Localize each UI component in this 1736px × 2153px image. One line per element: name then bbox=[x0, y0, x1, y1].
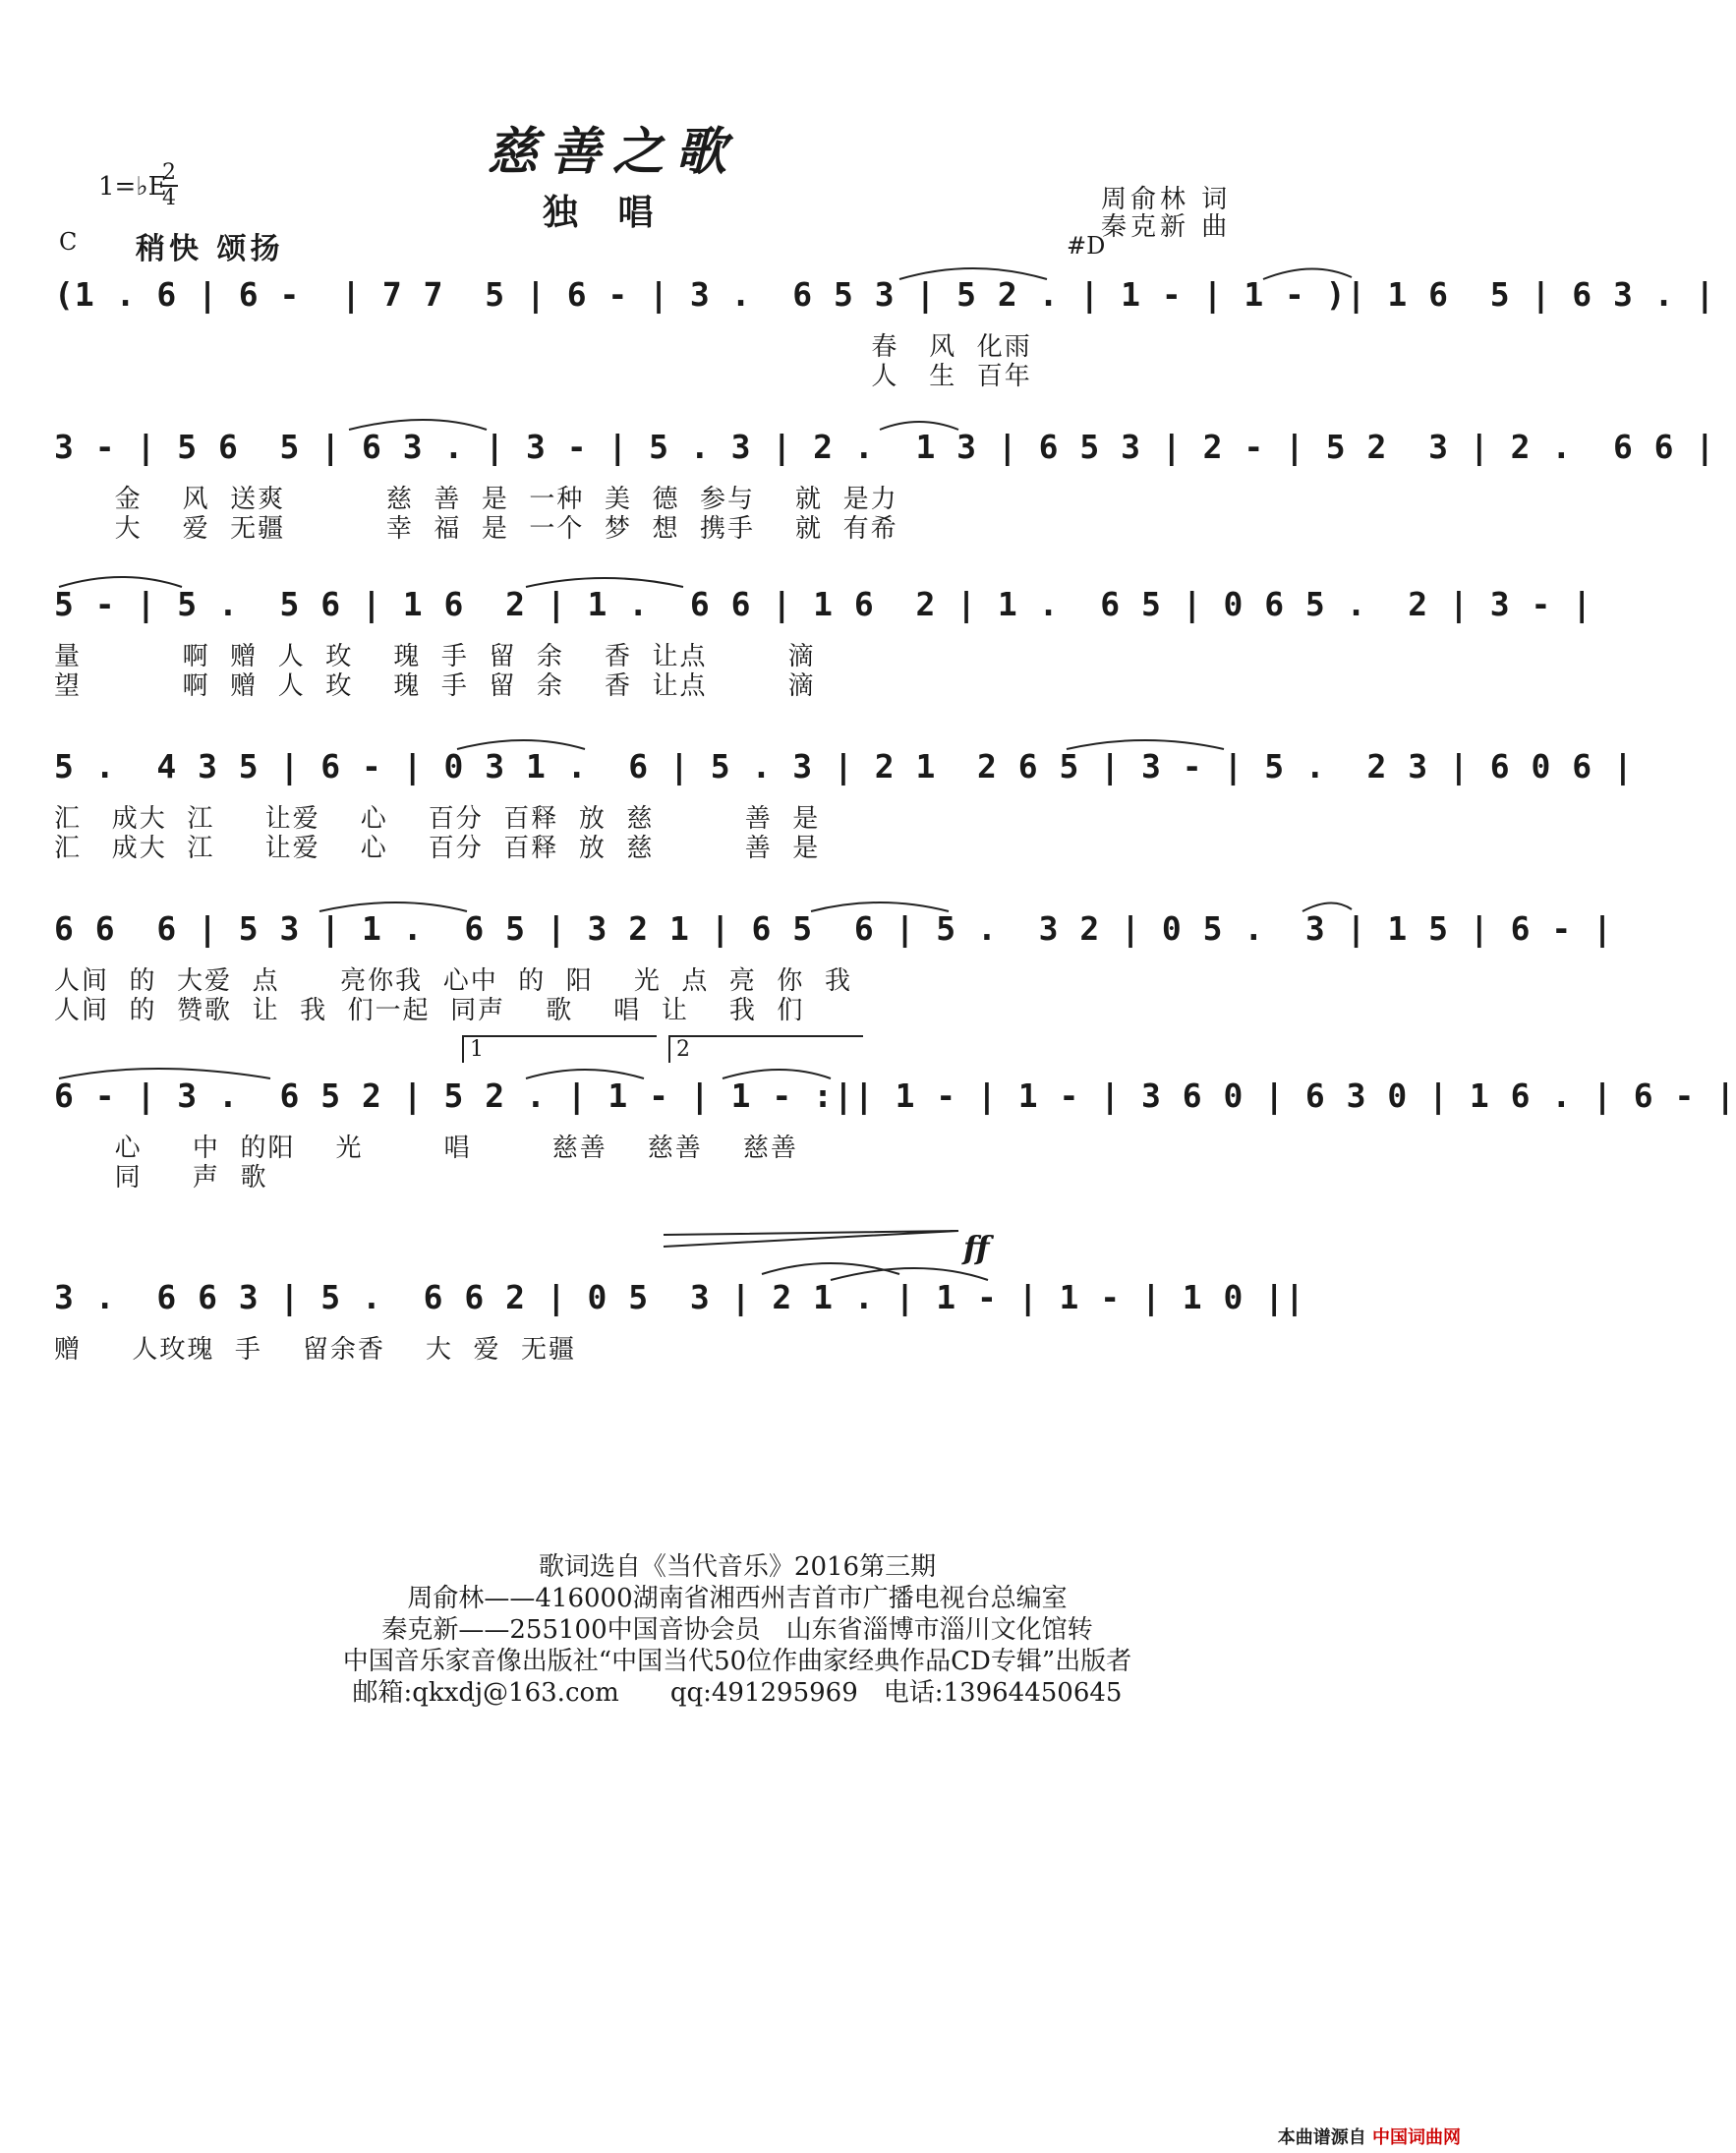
footer-line-contact: 邮箱:qkxdj@163.com qq:491295969 电话:13964450645 bbox=[352, 1678, 1123, 1708]
notes-line: 3 - | 5 6 5 | 6 3 . | 3 - | 5 . 3 | 2 . 1 3 | 6 5 3 | 2 - | 5 2 3 | 2 . 6 6 | bbox=[54, 428, 1716, 466]
notes-line: 6 6 6 | 5 3 | 1 . 6 5 | 3 2 1 | 6 5 6 | 5 . 3 2 | 0 5 . 3 | 1 5 | 6 - | bbox=[54, 909, 1613, 948]
lyrics-verse-1: 赠 人玫瑰 手 留余香 大 爱 无疆 bbox=[54, 1335, 577, 1365]
footer-line-lyricist: 周俞林——416000湖南省湘西州吉首市广播电视台总编室 bbox=[407, 1584, 1068, 1613]
lyrics-verse-1: 量 啊 赠 人 玫 瑰 手 留 余 香 让点 滴 bbox=[54, 642, 816, 671]
composer-credit: 秦克新 曲 bbox=[1101, 212, 1232, 242]
footer-line-composer: 秦克新——255100中国音协会员 山东省淄博市淄川文化馆转 bbox=[381, 1615, 1093, 1645]
lyrics-verse-2: 同 声 歌 bbox=[54, 1163, 268, 1193]
tempo-marking: 稍快 颂扬 bbox=[136, 232, 284, 266]
lyrics-verse-2: 人 生 百年 bbox=[54, 362, 1032, 391]
source-site-link[interactable]: 中国词曲网 bbox=[1372, 2127, 1461, 2148]
lyrics-verse-2: 大 爱 无疆 幸 福 是 一个 梦 想 携手 就 有希 bbox=[54, 514, 898, 544]
first-ending-bracket: 1 bbox=[462, 1035, 657, 1063]
lyrics-verse-2: 望 啊 赠 人 玫 瑰 手 留 余 香 让点 滴 bbox=[54, 671, 816, 701]
source-watermark bbox=[1278, 2124, 1461, 2149]
lyrics-verse-1: 金 风 送爽 慈 善 是 一种 美 德 参与 就 是力 bbox=[54, 485, 898, 514]
footer-notes bbox=[0, 1551, 1475, 1709]
lyrics-verse-2: 汇 成大 江 让爱 心 百分 百释 放 慈 善 是 bbox=[54, 834, 821, 863]
song-title: 慈善之歌 bbox=[487, 122, 739, 182]
lyricist-credit: 周俞林 词 bbox=[1101, 185, 1232, 214]
section-label: C bbox=[59, 228, 78, 256]
time-signature bbox=[160, 162, 178, 209]
notes-line: 3 . 6 6 3 | 5 . 6 6 2 | 0 5 3 | 2 1 . | 1 - | 1 - | 1 0 || bbox=[54, 1278, 1305, 1316]
key-signature: 1=♭E bbox=[98, 172, 167, 202]
dynamic-marking: ff bbox=[963, 1229, 990, 1266]
song-subtitle: 独 唱 bbox=[543, 192, 667, 233]
lyrics-verse-1: 心 中 的阳 光 唱 慈善 慈善 慈善 bbox=[54, 1134, 798, 1163]
lyrics-verse-1: 人间 的 大爱 点 亮你我 心中 的 阳 光 点 亮 你 我 bbox=[54, 966, 852, 996]
notes-line: 6 - | 3 . 6 5 2 | 5 2 . | 1 - | 1 - :|| 1 - | 1 - | 3 6 0 | 6 3 0 | 1 6 . | 6 - | bbox=[54, 1076, 1736, 1115]
footer-line-publisher: 中国音乐家音像出版社“中国当代50位作曲家经典作品CD专辑”出版者 bbox=[342, 1647, 1132, 1676]
source-label: 本曲谱源自 bbox=[1277, 2127, 1366, 2148]
lyrics-verse-1: 春 风 化雨 bbox=[54, 332, 1032, 362]
footer-line-source: 歌词选自《当代音乐》2016第三期 bbox=[538, 1552, 937, 1582]
lyrics-verse-2: 人间 的 赞歌 让 我 们一起 同声 歌 唱 让 我 们 bbox=[54, 996, 805, 1025]
modulation-marking: #D bbox=[1067, 232, 1106, 260]
notes-line: (1 . 6 | 6 - | 7 7 5 | 6 - | 3 . 6 5 3 | 5 2 . | 1 - | 1 - )| 1 6 5 | 6 3 . | bbox=[54, 275, 1716, 314]
time-bottom: 4 bbox=[162, 186, 176, 210]
lyrics-verse-1: 汇 成大 江 让爱 心 百分 百释 放 慈 善 是 bbox=[54, 804, 821, 834]
time-top: 2 bbox=[162, 160, 176, 185]
notes-line: 5 . 4 3 5 | 6 - | 0 3 1 . 6 | 5 . 3 | 2 1 2 6 5 | 3 - | 5 . 2 3 | 6 0 6 | bbox=[54, 747, 1634, 786]
notes-line: 5 - | 5 . 5 6 | 1 6 2 | 1 . 6 6 | 1 6 2 | 1 . 6 5 | 0 6 5 . 2 | 3 - | bbox=[54, 585, 1593, 623]
second-ending-bracket: 2 bbox=[668, 1035, 863, 1063]
